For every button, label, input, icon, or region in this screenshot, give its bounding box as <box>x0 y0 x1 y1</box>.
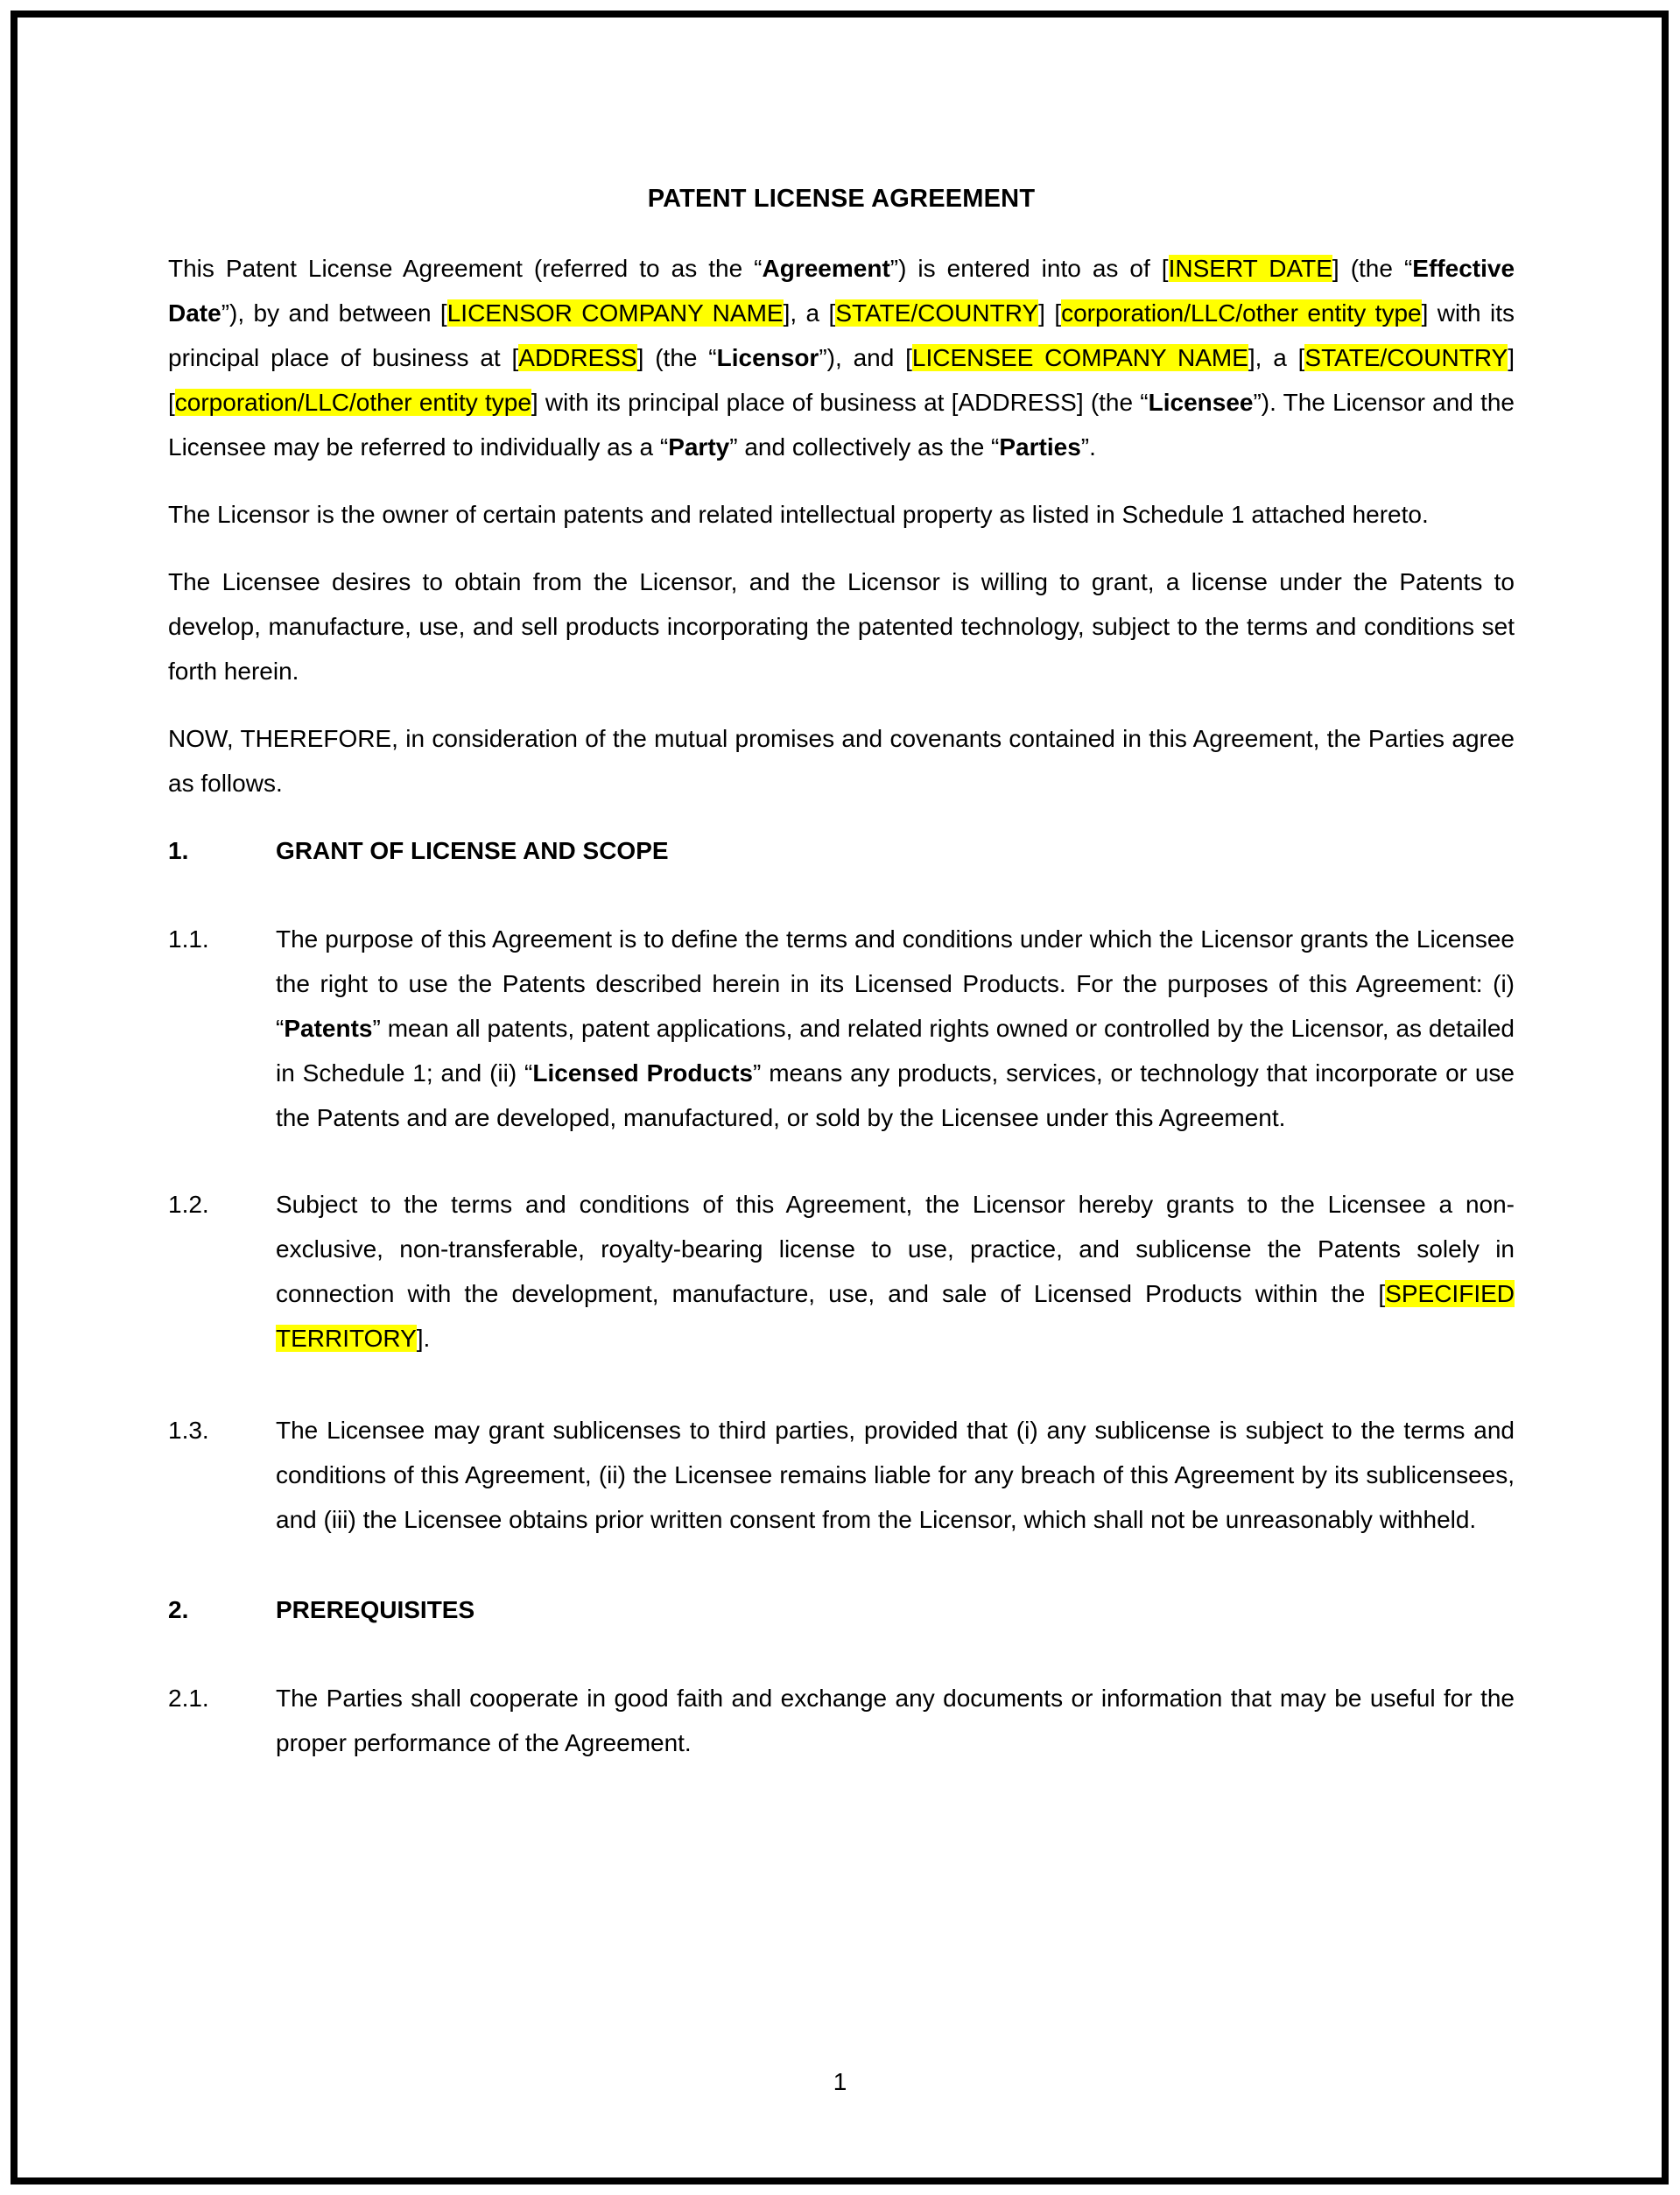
text-run: ”) is entered into as of [ <box>889 255 1169 282</box>
text-run: ”), by and between [ <box>221 299 447 327</box>
clause-text <box>276 917 1515 1140</box>
clause-number: 1.3. <box>168 1417 209 1444</box>
clause-number: 2.1. <box>168 1685 209 1712</box>
text-run: ] (the “ <box>1332 255 1413 282</box>
section-title: PREREQUISITES <box>276 1596 475 1623</box>
clause-1-2 <box>168 1182 1515 1361</box>
text-run: ”), and [ <box>819 344 912 371</box>
clause-text <box>276 1182 1515 1361</box>
page-number: 1 <box>833 2068 847 2095</box>
document-body <box>168 177 1515 1765</box>
bold-term: Parties <box>999 433 1081 461</box>
intro-paragraph <box>168 716 1515 806</box>
text-run: The Licensee desires to obtain from the Licensor, and the Licensor is willing to grant, a license under the Patents to develop, manufacture, use, and sell products incorporating the patented technology, subject to the terms and conditions set forth herein. <box>168 568 1515 685</box>
text-run: The purpose of this Agreement is to define the terms and conditions under which the Licensor grants the Licensee the right to use the Patents described herein in its Licensed Products. For the purposes of this Agreement: (i) “ <box>276 925 1515 1042</box>
bold-term: Licensor <box>716 344 819 371</box>
text-run: ” means any products, services, or technology that incorporate or use the Patents and are developed, manufactured, or sold by the Licensee under this Agreement. <box>276 1059 1515 1131</box>
section-number: 1. <box>168 837 189 864</box>
clause-2-1 <box>168 1676 1515 1765</box>
text-run: ], a [ <box>783 299 836 327</box>
bold-term: Party <box>668 433 730 461</box>
bold-term: Patents <box>284 1015 373 1042</box>
highlighted-placeholder: STATE/COUNTRY <box>1304 344 1508 371</box>
highlighted-placeholder: LICENSOR COMPANY NAME <box>446 299 784 327</box>
clause-text <box>276 1676 1515 1765</box>
document-title: PATENT LICENSE AGREEMENT <box>647 185 1036 213</box>
text-run: ”). The Licensor and the Licensee may be referred to individually as a “ <box>168 389 1515 461</box>
intro-paragraph <box>168 559 1515 693</box>
bold-term: Licensee <box>1148 389 1254 416</box>
intro-paragraph <box>168 246 1515 469</box>
highlighted-placeholder: LICENSEE COMPANY NAME <box>911 344 1248 371</box>
bold-term: Agreement <box>762 255 890 282</box>
section-heading-1 <box>168 828 1515 873</box>
highlighted-placeholder: ADDRESS <box>518 344 637 371</box>
highlighted-placeholder: corporation/LLC/other entity type <box>1061 299 1422 327</box>
text-run: The Licensor is the owner of certain patents and related intellectual property as listed in Schedule 1 attached hereto. <box>168 501 1429 528</box>
text-run: The Parties shall cooperate in good faith and exchange any documents or information that may be useful for the proper performance of the Agreement. <box>276 1685 1515 1756</box>
section-title: GRANT OF LICENSE AND SCOPE <box>276 837 669 864</box>
clause-1-1 <box>168 917 1515 1140</box>
text-run: ] [ <box>168 344 1515 416</box>
text-run: ” mean all patents, patent applications, and related rights owned or controlled by the Licensor, as detailed in Schedule 1; and (ii) “ <box>276 1015 1515 1087</box>
intro-paragraph <box>168 492 1515 537</box>
highlighted-placeholder: STATE/COUNTRY <box>835 299 1039 327</box>
text-run: ]. <box>416 1325 431 1352</box>
text-run: ] [ <box>1038 299 1062 327</box>
text-run: ] with its principal place of business at [ADDRESS] (the “ <box>531 389 1149 416</box>
text-run: This Patent License Agreement (referred to as the “ <box>168 255 763 282</box>
text-run: ] with its principal place of business at [ <box>168 299 1515 371</box>
text-run: ], a [ <box>1248 344 1305 371</box>
text-run: The Licensee may grant sublicenses to third parties, provided that (i) any sublicense is subject to the terms and conditions of this Agreement, (ii) the Licensee remains liable for any breach of this Agreement by its sublicensees, and (iii) the Licensee obtains prior written consent from the Licensor, which shall not be unreasonably withheld. <box>276 1417 1515 1533</box>
section-number: 2. <box>168 1596 189 1623</box>
highlighted-placeholder: INSERT DATE <box>1168 255 1332 282</box>
clause-text <box>276 1408 1515 1542</box>
text-run: ] (the “ <box>636 344 717 371</box>
section-heading-2 <box>168 1587 1515 1632</box>
highlighted-placeholder: SPECIFIED TERRITORY <box>276 1280 1515 1352</box>
clause-number: 1.2. <box>168 1191 209 1218</box>
text-run: ” and collectively as the “ <box>729 433 1000 461</box>
highlighted-placeholder: corporation/LLC/other entity type <box>174 389 531 416</box>
text-run: Subject to the terms and conditions of this Agreement, the Licensor hereby grants to the Licensee a non-exclusive, non-transferable, royalty-bearing license to use, practice, and sublicense the Patents solely in connection with the development, manufacture, use, and sale of Licensed Products within the [ <box>276 1191 1515 1307</box>
text-run: NOW, THEREFORE, in consideration of the mutual promises and covenants contained in this Agreement, the Parties agree as follows. <box>168 725 1515 797</box>
clause-1-3 <box>168 1408 1515 1542</box>
bold-term: Licensed Products <box>532 1059 753 1087</box>
clause-number: 1.1. <box>168 925 209 953</box>
bold-term: Effective Date <box>168 255 1515 327</box>
text-run: ”. <box>1080 433 1096 461</box>
